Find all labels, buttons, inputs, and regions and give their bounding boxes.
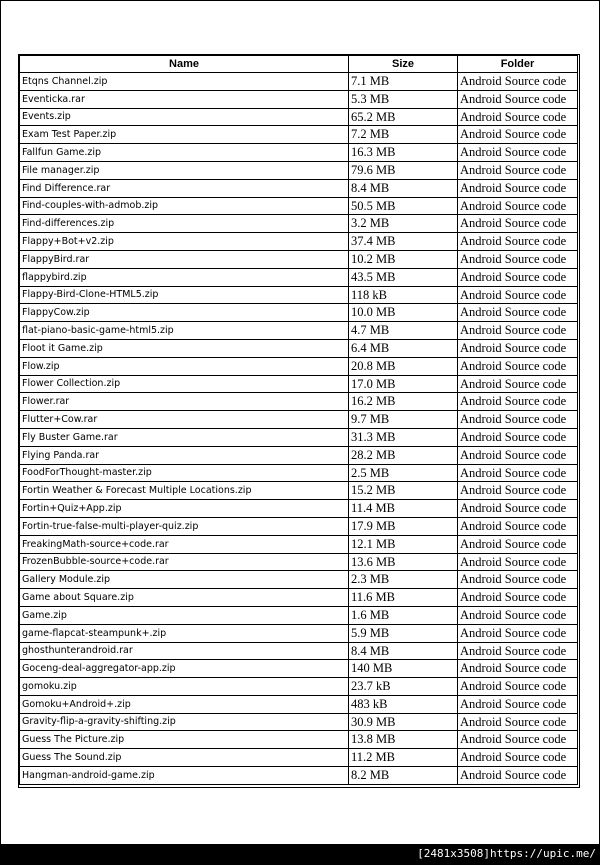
folder-cell: Android Source code — [458, 517, 578, 535]
file-size-cell: 13.6 MB — [349, 553, 458, 571]
file-size-cell: 20.8 MB — [349, 357, 458, 375]
file-size-cell: 11.6 MB — [349, 589, 458, 607]
column-header-name: Name — [20, 56, 349, 73]
folder-cell: Android Source code — [458, 553, 578, 571]
file-name-cell: Goceng-deal-aggregator-app.zip — [20, 660, 349, 678]
file-size-cell: 483 kB — [349, 695, 458, 713]
folder-cell: Android Source code — [458, 767, 578, 785]
folder-cell: Android Source code — [458, 197, 578, 215]
folder-cell: Android Source code — [458, 500, 578, 518]
file-size-cell: 5.9 MB — [349, 624, 458, 642]
file-name-cell: FreakingMath-source+code.rar — [20, 535, 349, 553]
footer-text: [2481x3508]https://upic.me/ — [417, 847, 596, 860]
folder-cell: Android Source code — [458, 268, 578, 286]
table-row — [20, 464, 578, 482]
file-name-cell: Guess The Picture.zip — [20, 731, 349, 749]
folder-cell: Android Source code — [458, 749, 578, 767]
table-row — [20, 517, 578, 535]
file-name-cell: gomoku.zip — [20, 678, 349, 696]
folder-cell: Android Source code — [458, 642, 578, 660]
file-name-cell: FrozenBubble-source+code.rar — [20, 553, 349, 571]
folder-cell: Android Source code — [458, 250, 578, 268]
table-row — [20, 339, 578, 357]
file-size-cell: 3.2 MB — [349, 215, 458, 233]
file-size-cell: 15.2 MB — [349, 482, 458, 500]
table-row — [20, 393, 578, 411]
file-size-cell: 2.3 MB — [349, 571, 458, 589]
file-size-cell: 10.0 MB — [349, 304, 458, 322]
folder-cell: Android Source code — [458, 108, 578, 126]
file-size-cell: 30.9 MB — [349, 713, 458, 731]
file-name-cell: Gomoku+Android+.zip — [20, 695, 349, 713]
file-name-cell: flat-piano-basic-game-html5.zip — [20, 322, 349, 340]
table-row — [20, 215, 578, 233]
column-header-size: Size — [349, 56, 458, 73]
file-size-cell: 23.7 kB — [349, 678, 458, 696]
file-name-cell: FoodForThought-master.zip — [20, 464, 349, 482]
file-size-cell: 8.4 MB — [349, 642, 458, 660]
file-size-cell: 12.1 MB — [349, 535, 458, 553]
file-name-cell: Find-couples-with-admob.zip — [20, 197, 349, 215]
file-name-cell: Eventicka.rar — [20, 90, 349, 108]
file-name-cell: Events.zip — [20, 108, 349, 126]
folder-cell: Android Source code — [458, 215, 578, 233]
file-name-cell: Etqns Channel.zip — [20, 73, 349, 91]
file-name-cell: Flow.zip — [20, 357, 349, 375]
file-name-cell: Flower Collection.zip — [20, 375, 349, 393]
folder-cell: Android Source code — [458, 624, 578, 642]
table-row — [20, 268, 578, 286]
table-row — [20, 233, 578, 251]
folder-cell: Android Source code — [458, 606, 578, 624]
folder-cell: Android Source code — [458, 233, 578, 251]
table-row — [20, 286, 578, 304]
folder-cell: Android Source code — [458, 589, 578, 607]
folder-cell: Android Source code — [458, 286, 578, 304]
file-size-cell: 4.7 MB — [349, 322, 458, 340]
folder-cell: Android Source code — [458, 144, 578, 162]
file-size-cell: 7.1 MB — [349, 73, 458, 91]
file-size-cell: 16.3 MB — [349, 144, 458, 162]
table-row — [20, 144, 578, 162]
file-size-cell: 11.2 MB — [349, 749, 458, 767]
file-size-cell: 11.4 MB — [349, 500, 458, 518]
file-size-cell: 1.6 MB — [349, 606, 458, 624]
file-name-cell: Gravity-flip-a-gravity-shifting.zip — [20, 713, 349, 731]
file-name-cell: Find Difference.rar — [20, 179, 349, 197]
folder-cell: Android Source code — [458, 357, 578, 375]
file-name-cell: Find-differences.zip — [20, 215, 349, 233]
file-size-cell: 65.2 MB — [349, 108, 458, 126]
table-row — [20, 90, 578, 108]
file-size-cell: 79.6 MB — [349, 161, 458, 179]
table-body — [20, 73, 578, 785]
table-row — [20, 411, 578, 429]
file-size-cell: 6.4 MB — [349, 339, 458, 357]
file-name-cell: Game.zip — [20, 606, 349, 624]
folder-cell: Android Source code — [458, 179, 578, 197]
file-size-cell: 5.3 MB — [349, 90, 458, 108]
folder-cell: Android Source code — [458, 428, 578, 446]
table-row — [20, 161, 578, 179]
table-row — [20, 482, 578, 500]
folder-cell: Android Source code — [458, 304, 578, 322]
file-name-cell: Flying Panda.rar — [20, 446, 349, 464]
table-row — [20, 606, 578, 624]
image-footer — [0, 844, 600, 865]
file-name-cell: Fly Buster Game.rar — [20, 428, 349, 446]
table-row — [20, 678, 578, 696]
file-size-cell: 10.2 MB — [349, 250, 458, 268]
table-row — [20, 322, 578, 340]
table-row — [20, 535, 578, 553]
file-size-cell: 17.0 MB — [349, 375, 458, 393]
table-row — [20, 126, 578, 144]
table-row — [20, 660, 578, 678]
file-name-cell: flappybird.zip — [20, 268, 349, 286]
file-name-cell: Flower.rar — [20, 393, 349, 411]
file-size-cell: 118 kB — [349, 286, 458, 304]
table-row — [20, 642, 578, 660]
file-name-cell: FlappyCow.zip — [20, 304, 349, 322]
file-size-cell: 31.3 MB — [349, 428, 458, 446]
folder-cell: Android Source code — [458, 393, 578, 411]
table-row — [20, 197, 578, 215]
file-size-cell: 9.7 MB — [349, 411, 458, 429]
table-row — [20, 108, 578, 126]
header-row — [20, 56, 578, 73]
folder-cell: Android Source code — [458, 375, 578, 393]
file-name-cell: Fortin Weather & Forecast Multiple Locations.zip — [20, 482, 349, 500]
file-name-cell: FlappyBird.rar — [20, 250, 349, 268]
file-name-cell: Flappy+Bot+v2.zip — [20, 233, 349, 251]
folder-cell: Android Source code — [458, 660, 578, 678]
table-row — [20, 304, 578, 322]
file-size-cell: 140 MB — [349, 660, 458, 678]
table-row — [20, 731, 578, 749]
file-name-cell: Flutter+Cow.rar — [20, 411, 349, 429]
table-row — [20, 250, 578, 268]
table-row — [20, 446, 578, 464]
table-row — [20, 695, 578, 713]
folder-cell: Android Source code — [458, 446, 578, 464]
file-name-cell: Fortin-true-false-multi-player-quiz.zip — [20, 517, 349, 535]
file-size-cell: 17.9 MB — [349, 517, 458, 535]
file-size-cell: 8.4 MB — [349, 179, 458, 197]
table-row — [20, 553, 578, 571]
file-size-cell: 7.2 MB — [349, 126, 458, 144]
folder-cell: Android Source code — [458, 90, 578, 108]
file-name-cell: Gallery Module.zip — [20, 571, 349, 589]
folder-cell: Android Source code — [458, 161, 578, 179]
file-size-cell: 2.5 MB — [349, 464, 458, 482]
file-size-cell: 37.4 MB — [349, 233, 458, 251]
table-row — [20, 589, 578, 607]
table-row — [20, 713, 578, 731]
folder-cell: Android Source code — [458, 695, 578, 713]
file-name-cell: ghosthunterandroid.rar — [20, 642, 349, 660]
folder-cell: Android Source code — [458, 464, 578, 482]
folder-cell: Android Source code — [458, 535, 578, 553]
column-header-folder: Folder — [458, 56, 578, 73]
table-row — [20, 767, 578, 785]
file-name-cell: Exam Test Paper.zip — [20, 126, 349, 144]
folder-cell: Android Source code — [458, 126, 578, 144]
table-row — [20, 375, 578, 393]
file-name-cell: Guess The Sound.zip — [20, 749, 349, 767]
table-row — [20, 179, 578, 197]
folder-cell: Android Source code — [458, 678, 578, 696]
table-row — [20, 73, 578, 91]
file-name-cell: Hangman-android-game.zip — [20, 767, 349, 785]
table-row — [20, 428, 578, 446]
table-row — [20, 500, 578, 518]
table-row — [20, 357, 578, 375]
folder-cell: Android Source code — [458, 731, 578, 749]
table-row — [20, 749, 578, 767]
file-size-cell: 13.8 MB — [349, 731, 458, 749]
table-row — [20, 624, 578, 642]
file-name-cell: File manager.zip — [20, 161, 349, 179]
file-name-cell: Fortin+Quiz+App.zip — [20, 500, 349, 518]
folder-cell: Android Source code — [458, 339, 578, 357]
folder-cell: Android Source code — [458, 411, 578, 429]
file-name-cell: Fallfun Game.zip — [20, 144, 349, 162]
file-name-cell: Flappy-Bird-Clone-HTML5.zip — [20, 286, 349, 304]
file-size-cell: 16.2 MB — [349, 393, 458, 411]
file-name-cell: Floot it Game.zip — [20, 339, 349, 357]
file-table — [19, 55, 578, 785]
file-size-cell: 50.5 MB — [349, 197, 458, 215]
file-size-cell: 43.5 MB — [349, 268, 458, 286]
file-name-cell: Game about Square.zip — [20, 589, 349, 607]
folder-cell: Android Source code — [458, 571, 578, 589]
folder-cell: Android Source code — [458, 713, 578, 731]
file-name-cell: game-flapcat-steampunk+.zip — [20, 624, 349, 642]
file-size-cell: 28.2 MB — [349, 446, 458, 464]
folder-cell: Android Source code — [458, 482, 578, 500]
folder-cell: Android Source code — [458, 73, 578, 91]
folder-cell: Android Source code — [458, 322, 578, 340]
table-row — [20, 571, 578, 589]
file-size-cell: 8.2 MB — [349, 767, 458, 785]
